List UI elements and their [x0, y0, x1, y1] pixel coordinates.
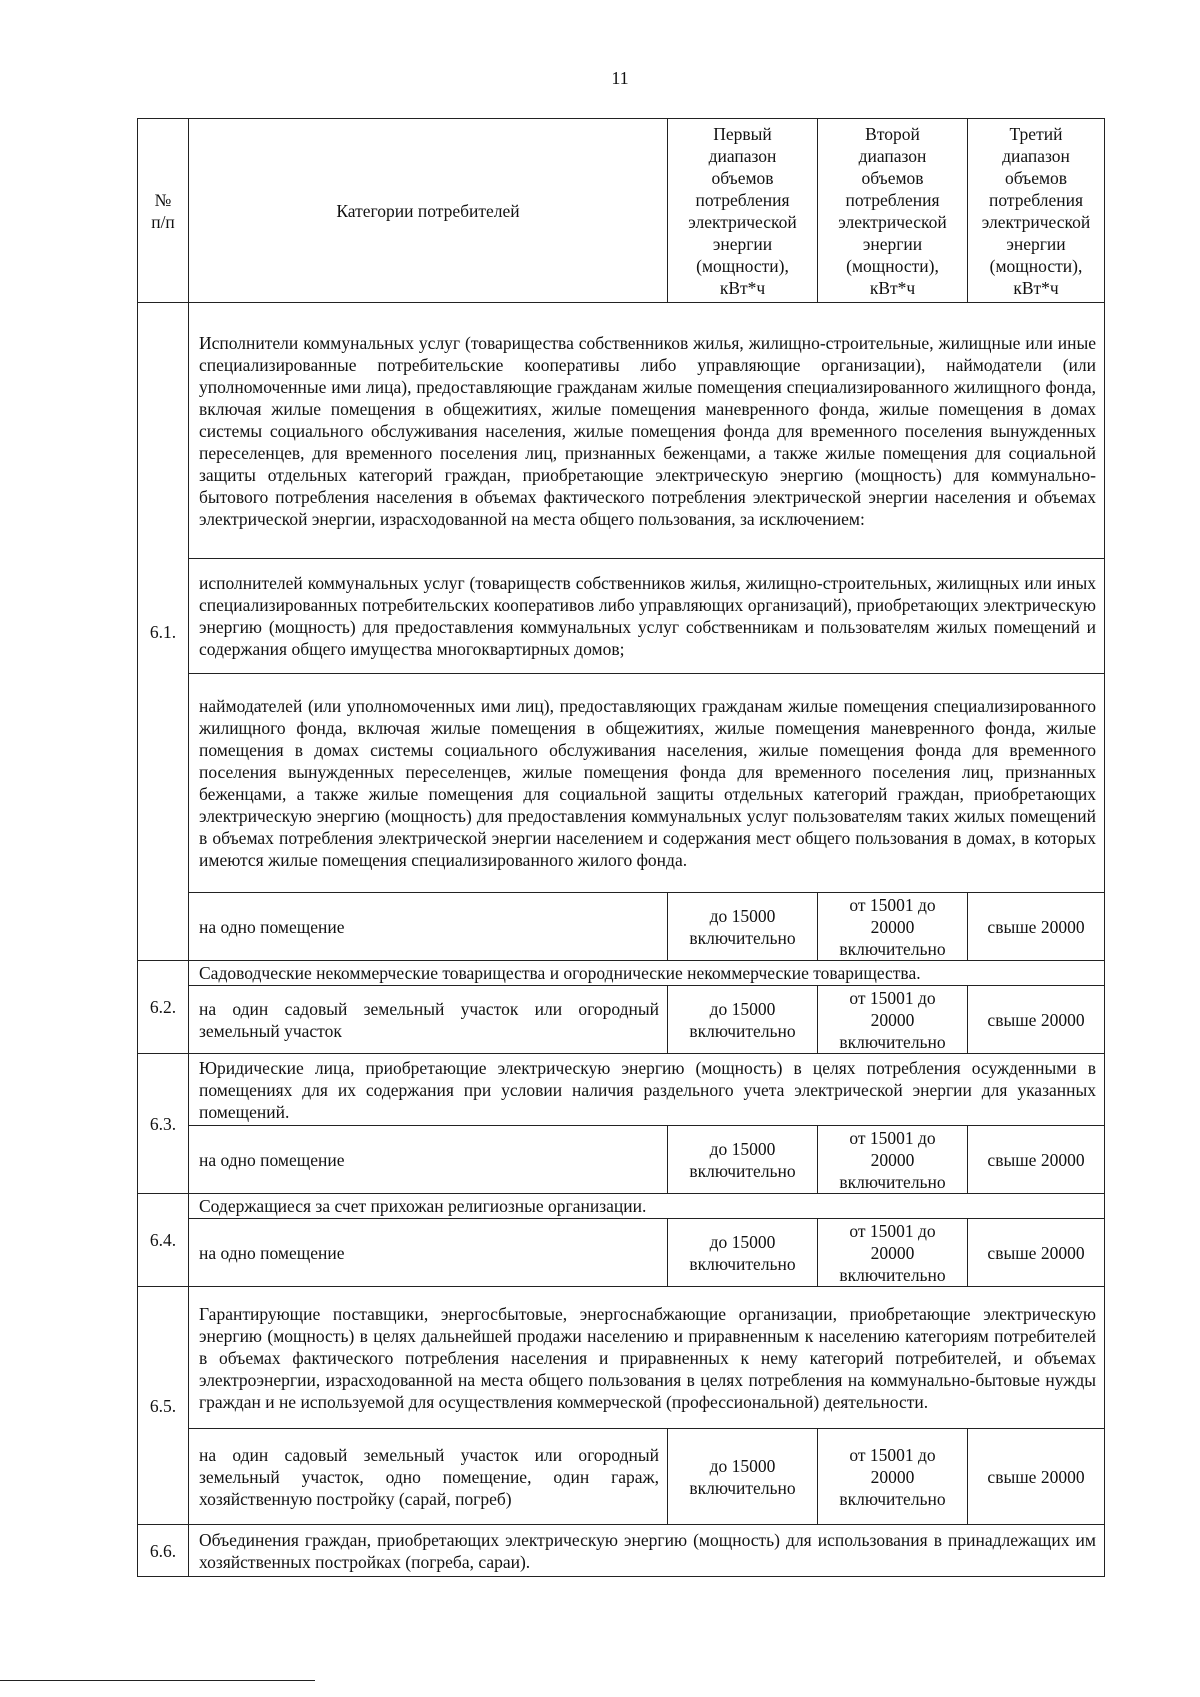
table-row-6-1-values: [138, 893, 1105, 961]
table-row-6-1-main: [138, 303, 1105, 559]
table-row-6-1-exception-2: [138, 674, 1105, 893]
value-range-1: до 15000 включительно: [668, 1429, 818, 1525]
row-sub-6-4: на одно помещение: [189, 1219, 668, 1287]
table-row-6-5-values: [138, 1429, 1105, 1525]
value-range-1: до 15000 включительно: [668, 1126, 818, 1194]
row-exception-6-1-b: наймодателей (или уполномоченных ими лиц), предоставляющих гражданам жилые помещения специализированного жилищного фонда, включая жилые помещения в общежитиях, жилые помещения маневренного фонда, жилые помещения в домах системы социального обслуживания населения, жилые помещения фонда для временного поселения вынужденных переселенцев, жилые помещения фонда для временного поселения лиц, признанных беженцами, а также жилые помещения для социальной защиты отдельных категорий граждан, приобретающих электрическую энергию (мощность) для предоставления коммунальных услуг пользователям таких жилых помещений в объемах потребления электрической энергии населением и содержания мест общего пользования в домах, в которых имеются жилые помещения специализированного жилого фонда.: [189, 674, 1105, 893]
value-range-2: от 15001 до 20000 включительно: [818, 986, 968, 1054]
row-number-6-5: 6.5.: [138, 1287, 189, 1525]
row-sub-6-2: на один садовый земельный участок или огородный земельный участок: [189, 986, 668, 1054]
page-number: 11: [611, 68, 629, 88]
value-range-2: от 15001 до 20000 включительно: [818, 1126, 968, 1194]
row-description-6-3: Юридические лица, приобретающие электрическую энергию (мощность) в целях потребления осужденными в помещениях для их содержания при условии наличия раздельного учета электрической энергии для указанных помещений.: [189, 1054, 1105, 1126]
row-description-6-1: Исполнители коммунальных услуг (товарищества собственников жилья, жилищно-строительные, жилищные или иные специализированные потребительские кооперативы либо управляющие организации), наймодатели (или уполномоченные ими лица), предоставляющие гражданам жилые помещения специализированного жилищного фонда, включая жилые помещения в общежитиях, жилые помещения маневренного фонда, жилые помещения в домах системы социального обслуживания населения, жилые помещения фонда для временного поселения вынужденных переселенцев, для временного поселения лиц, признанных беженцами, а также жилые помещения для социальной защиты отдельных категорий граждан, приобретающие электрическую энергию (мощность) для коммунально-бытового потребления населения в объемах фактического потребления электрической энергии населения и объемах электрической энергии, израсходованной на места общего пользования, за исключением:: [189, 303, 1105, 559]
consumer-categories-table: [137, 118, 1105, 1577]
row-description-6-5: Гарантирующие поставщики, энергосбытовые, энергоснабжающие организации, приобретающие электрическую энергию (мощность) в целях дальнейшей продажи населению и приравненным к населению категориям потребителей в объемах фактического потребления населения и приравненных к нему категорий потребителей, и объемах электроэнергии, израсходованной на места общего пользования в целях потребления на коммунально-бытовые нужды граждан и не используемой для осуществления коммерческой (профессиональной) деятельности.: [189, 1287, 1105, 1429]
value-range-3: свыше 20000: [968, 1126, 1105, 1194]
row-description-6-6: Объединения граждан, приобретающих электрическую энергию (мощность) для использования в принадлежащих им хозяйственных постройках (погреба, сараи).: [189, 1525, 1105, 1577]
table-row-6-4-values: [138, 1219, 1105, 1287]
table-row-6-1-exception-1: [138, 559, 1105, 674]
row-sub-6-3: на одно помещение: [189, 1126, 668, 1194]
value-range-2: от 15001 до 20000 включительно: [818, 1429, 968, 1525]
table-row-6-6: [138, 1525, 1105, 1577]
value-range-2: от 15001 до 20000 включительно: [818, 1219, 968, 1287]
row-number-6-4: 6.4.: [138, 1194, 189, 1287]
header-range-1: Первый диапазон объемов потребления электрической энергии (мощности), кВт*ч: [668, 119, 818, 303]
table-row-6-5-main: [138, 1287, 1105, 1429]
footnote-divider: [0, 1680, 315, 1681]
row-number-6-2: 6.2.: [138, 961, 189, 1054]
value-range-3: свыше 20000: [968, 893, 1105, 961]
value-range-1: до 15000 включительно: [668, 1219, 818, 1287]
table-row-6-2-main: [138, 961, 1105, 986]
value-range-1: до 15000 включительно: [668, 986, 818, 1054]
table-row-6-4-main: [138, 1194, 1105, 1219]
header-category: Категории потребителей: [189, 119, 668, 303]
table-header-row: [138, 119, 1105, 303]
row-description-6-4: Содержащиеся за счет прихожан религиозные организации.: [189, 1194, 1105, 1219]
header-range-3: Третий диапазон объемов потребления электрической энергии (мощности), кВт*ч: [968, 119, 1105, 303]
value-range-3: свыше 20000: [968, 1219, 1105, 1287]
value-range-1: до 15000 включительно: [668, 893, 818, 961]
row-description-6-2: Садоводческие некоммерческие товарищества и огороднические некоммерческие товарищества.: [189, 961, 1105, 986]
value-range-3: свыше 20000: [968, 1429, 1105, 1525]
value-range-2: от 15001 до 20000 включительно: [818, 893, 968, 961]
row-number-6-6: 6.6.: [138, 1525, 189, 1577]
row-exception-6-1-a: исполнителей коммунальных услуг (товариществ собственников жилья, жилищно-строительных, жилищных или иных специализированных потребительских кооперативов либо управляющих организаций), приобретающих электрическую энергию (мощность) для предоставления коммунальных услуг собственникам и пользователям жилых помещений и содержания общего имущества многоквартирных домов;: [189, 559, 1105, 674]
table-row-6-3-main: [138, 1054, 1105, 1126]
row-sub-6-1: на одно помещение: [189, 893, 668, 961]
header-range-2: Второй диапазон объемов потребления электрической энергии (мощности), кВт*ч: [818, 119, 968, 303]
table-row-6-2-values: [138, 986, 1105, 1054]
row-number-6-3: 6.3.: [138, 1054, 189, 1194]
row-number-6-1: 6.1.: [138, 303, 189, 961]
row-sub-6-5: на один садовый земельный участок или огородный земельный участок, одно помещение, один гараж, хозяйственную постройку (сарай, погреб): [189, 1429, 668, 1525]
value-range-3: свыше 20000: [968, 986, 1105, 1054]
table-row-6-3-values: [138, 1126, 1105, 1194]
header-number: № п/п: [138, 119, 189, 303]
